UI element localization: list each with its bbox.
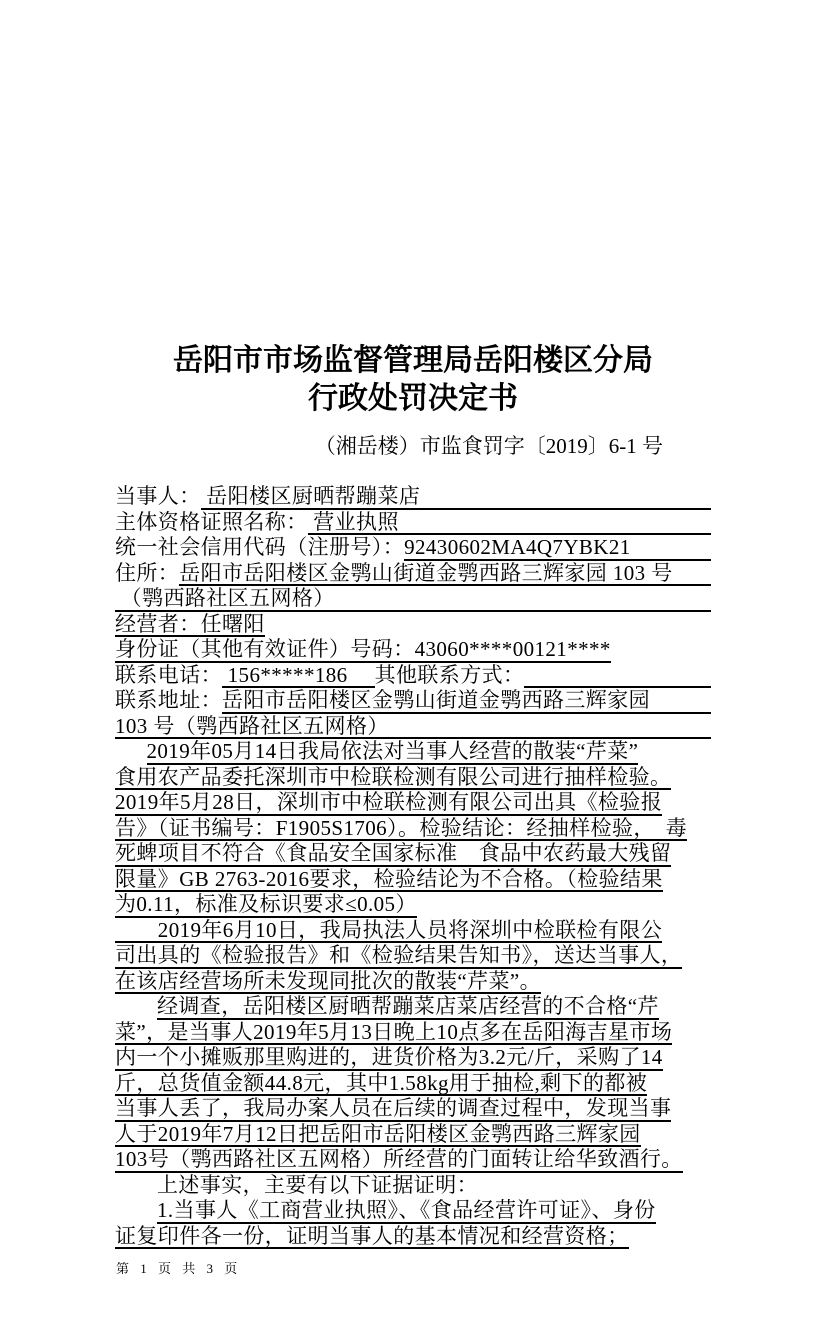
underlined-text: 2019年6月10日，我局执法人员将深圳中检联检有限公 [115,917,663,942]
underlined-text: 92430602MA4Q7YBK21 [404,535,711,561]
document-line [115,969,711,995]
document-line [115,1122,711,1148]
title-line-2: 行政处罚决定书 [308,382,518,415]
document-line [115,663,711,689]
document-line [115,561,711,587]
underlined-text: 岳阳市岳阳楼区金鹗山街道金鹗西路三辉家园 [222,688,711,714]
underlined-text: 食用农产品委托深圳市中检联检测有限公司进行抽样检验。 [115,764,672,789]
underlined-text: 岳阳市岳阳楼区金鹗山街道金鹗西路三辉家园 103 号 [179,561,711,587]
document-line [115,918,711,944]
underlined-text: 司出具的《检验报告》和《检验结果告知书》，送达当事人， [115,943,683,967]
document-number: （湘岳楼）市监食罚字〔2019〕6-1 号 [314,434,663,458]
document-line [115,765,711,791]
document-title [115,342,711,418]
underlined-text: 1.当事人《工商营业执照》、《食品经营许可证》、身份 [157,1198,656,1222]
document-line [115,1045,711,1071]
underlined-text: 岳阳楼区厨晒帮蹦菜店 [201,484,711,510]
document-line [115,714,711,740]
page-number-footer: 第 1 页 共 3 页 [116,1261,240,1276]
document-line [115,994,711,1020]
document-line [115,1071,711,1097]
document-line [115,790,711,816]
underlined-text: 告》（证书编号：F1905S1706）。检验结论：经抽样检验， 毒 [115,815,688,840]
underlined-text: 在该店经营场所未发现同批次的散装“芹菜”。 [115,968,542,993]
document-line [115,1147,711,1173]
document-line [115,1224,711,1250]
underlined-text: 2019年05月14日我局依法对当事人经营的散装“芹菜” [146,739,639,763]
underlined-text: 当事人丢了，我局办案人员在后续的调查过程中，发现当事 [115,1096,672,1120]
document-line [115,1198,711,1224]
document-line [115,484,711,510]
document-line [115,1173,711,1199]
document-line [115,841,711,867]
label-text: 当事人： [115,484,201,508]
label-text: 其他联系方式： [374,662,525,687]
document-line [115,867,711,893]
document-line [115,943,711,969]
blank-underline [524,663,711,689]
underlined-text: 证复印件各一份，证明当事人的基本情况和经营资格； [115,1223,629,1248]
document-line [115,586,711,612]
document-content [115,342,711,1249]
underlined-text: 死蜱项目不符合《食品安全国家标准 食品中农药最大残留 [115,841,672,865]
underlined-text: 103 号（鹗西路社区五网格） [115,714,711,740]
document-line [115,535,711,561]
label-text: 联系地址： [115,688,222,712]
underlined-text: 身份证（其他有效证件）号码：43060****00121**** [115,637,611,661]
document-line [115,816,711,842]
underlined-text: 内一个小摊贩那里购进的，进货价格为3.2元/斤，采购了14 [115,1045,663,1069]
document-line [115,612,711,638]
underlined-text: 斤，总货值金额44.8元，其中1.58kg用于抽检,剩下的都被 [115,1070,648,1095]
document-line [115,739,711,765]
underlined-text: 人于2019年7月12日把岳阳市岳阳楼区金鹗西路三辉家园 [115,1121,641,1146]
document-line [115,637,711,663]
label-text: 主体资格证照名称： [115,509,308,534]
document-line [115,688,711,714]
title-line-1: 岳阳市市场监督管理局岳阳楼区分局 [173,344,653,377]
underlined-text: 营业执照 [308,510,711,536]
underlined-text: 2019年5月28日，深圳市中检联检测有限公司出具《检验报 [115,790,663,814]
underlined-text: （鹗西路社区五网格） [115,586,711,612]
underlined-text: 经营者：任曙阳 [115,611,265,636]
underlined-text: 为0.11，标准及标识要求≤0.05） [115,892,417,916]
label-text: 统一社会信用代码（注册号）： [115,535,405,559]
underlined-text: 限量》GB 2763-2016要求，检验结论为不合格。（检验结果 [115,866,663,891]
underlined-text: 156*****186 [222,662,375,687]
document-line [115,1096,711,1122]
label-text: 联系电话： [115,662,222,687]
document-line [115,892,711,918]
label-text: 上述事实，主要有以下证据证明： [157,1172,478,1197]
document-lines [115,484,711,1249]
document-line [115,510,711,536]
underlined-text: 菜”，是当事人2019年5月13日晚上10点多在岳阳海吉星市场 [115,1019,673,1044]
underlined-text: 103号（鹗西路社区五网格）所经营的门面转让给华致酒行。 [115,1147,683,1171]
underlined-text: 经调查，岳阳楼区厨晒帮蹦菜店菜店经营的不合格“芹 [157,994,659,1018]
label-text: 住所： [115,560,180,585]
document-line [115,1020,711,1046]
